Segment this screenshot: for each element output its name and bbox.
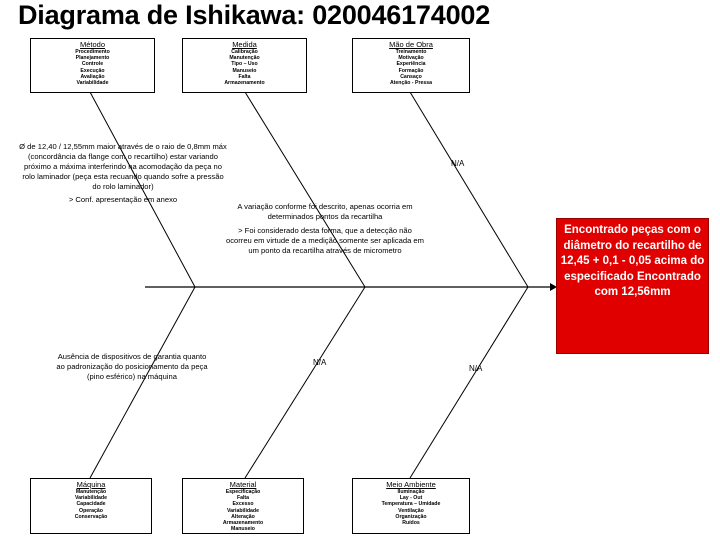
category-meio-ambiente-items <box>353 489 469 526</box>
bone-meio-ambiente <box>410 287 528 478</box>
bone-mao-de-obra <box>410 92 528 287</box>
metodo-item: Controle <box>81 61 104 68</box>
maquina-item: Conservação <box>74 513 108 520</box>
meio-ambiente-item: Organização <box>395 513 427 520</box>
category-medida <box>182 38 307 93</box>
note-medida-detail: > Foi considerado desta forma, que a detecção não ocorreu em virtude de a medição somente ser aplicada em um ponto da recartilha através de micrometro <box>226 226 424 255</box>
note-maquina-text: Ausência de dispositivos de garantia quanto ao padronização do posicionamento da peça (pino esférico) na máquina <box>56 352 208 381</box>
metodo-item: Variabilidade <box>76 80 109 87</box>
medida-item: Falta <box>238 73 251 80</box>
effect-box: Encontrado peças com o diâmetro do recartilho de 12,45 + 0,1 - 0,05 acima do especificado Encontrado com 12,56mm <box>556 218 709 354</box>
material-item: Excesso <box>232 501 254 508</box>
maquina-item: Operação <box>79 507 103 514</box>
page-title: Diagrama de Ishikawa: 020046174002 <box>18 0 491 30</box>
bone-maquina <box>90 287 195 478</box>
material-item: Falta <box>236 495 250 502</box>
material-item: Especificação <box>225 489 261 495</box>
note-metodo <box>18 142 228 205</box>
material-item: Manuseio <box>231 526 255 533</box>
maquina-item: Manutenção <box>75 489 107 495</box>
metodo-item: Execução <box>80 67 105 74</box>
mao-de-obra-item: Formação <box>398 67 424 74</box>
category-maquina-label: Máquina <box>76 480 106 489</box>
category-material-label: Material <box>229 480 257 489</box>
meio-ambiente-item: Iluminação <box>397 489 425 495</box>
material-item: Armazenamento <box>222 520 264 527</box>
category-meio-ambiente-label: Meio Ambiente <box>386 480 436 489</box>
maquina-item: Capacidade <box>76 501 106 508</box>
category-meio-ambiente <box>352 478 470 534</box>
category-maquina <box>30 478 152 534</box>
meio-ambiente-item: Ruídos <box>402 520 420 527</box>
category-metodo-label: Método <box>79 40 106 49</box>
medida-item: Calibração <box>231 49 258 55</box>
category-metodo <box>30 38 155 93</box>
mao-de-obra-item: Motivação <box>398 55 424 62</box>
bone-medida <box>245 92 365 287</box>
mao-de-obra-item: Treinamento <box>395 49 427 55</box>
category-medida-items <box>183 49 306 86</box>
note-mao-de-obra-na: N/A <box>451 159 465 168</box>
meio-ambiente-item: Ventilação <box>398 507 424 514</box>
mao-de-obra-item: Experiência <box>396 61 426 68</box>
category-material-items <box>183 489 303 532</box>
meio-ambiente-item: Temperatura – Umidade <box>381 501 441 508</box>
category-material <box>182 478 304 534</box>
medida-item: Armazenamento <box>224 80 265 87</box>
note-meio-ambiente-na: N/A <box>469 364 483 373</box>
maquina-item: Variabilidade <box>74 495 107 502</box>
category-metodo-items <box>31 49 154 86</box>
mao-de-obra-item: Cansaço <box>400 73 422 80</box>
note-metodo-reference: > Conf. apresentação em anexo <box>68 195 178 204</box>
meio-ambiente-item: Lay - Out <box>399 495 423 502</box>
medida-item: Manuseio <box>232 67 257 74</box>
metodo-item: Avaliação <box>80 73 105 80</box>
note-metodo-text: Ø de 12,40 / 12,55mm maior através de o raio de 0,8mm máx (concordância da flange com o recartilho) estar variando próximo a máxima interferindo na acomodação da peça no rolo laminador (peça esta recuando quando sofre a pressão do rolo laminador) <box>19 142 227 191</box>
category-mao-de-obra-items <box>353 49 469 86</box>
material-item: Alteração <box>231 513 255 520</box>
note-maquina <box>56 352 208 382</box>
bone-material <box>245 287 365 478</box>
category-mao-de-obra-label: Mão de Obra <box>389 40 433 49</box>
metodo-item: Planejamento <box>75 55 110 62</box>
material-item: Variabilidade <box>226 507 259 514</box>
metodo-item: Procedimento <box>75 49 110 55</box>
medida-item: Manutenção <box>229 55 260 62</box>
mao-de-obra-item: Atenção - Pressa <box>389 80 433 87</box>
note-medida-text: A variação conforme foi descrito, apenas ocorria em determinados pontos da recartilha <box>237 202 413 221</box>
note-medida <box>225 202 425 256</box>
category-medida-label: Medida <box>232 40 257 49</box>
category-maquina-items <box>31 489 151 520</box>
note-material-na: N/A <box>313 358 327 367</box>
medida-item: Tipo – Uso <box>231 61 258 68</box>
category-mao-de-obra <box>352 38 470 93</box>
